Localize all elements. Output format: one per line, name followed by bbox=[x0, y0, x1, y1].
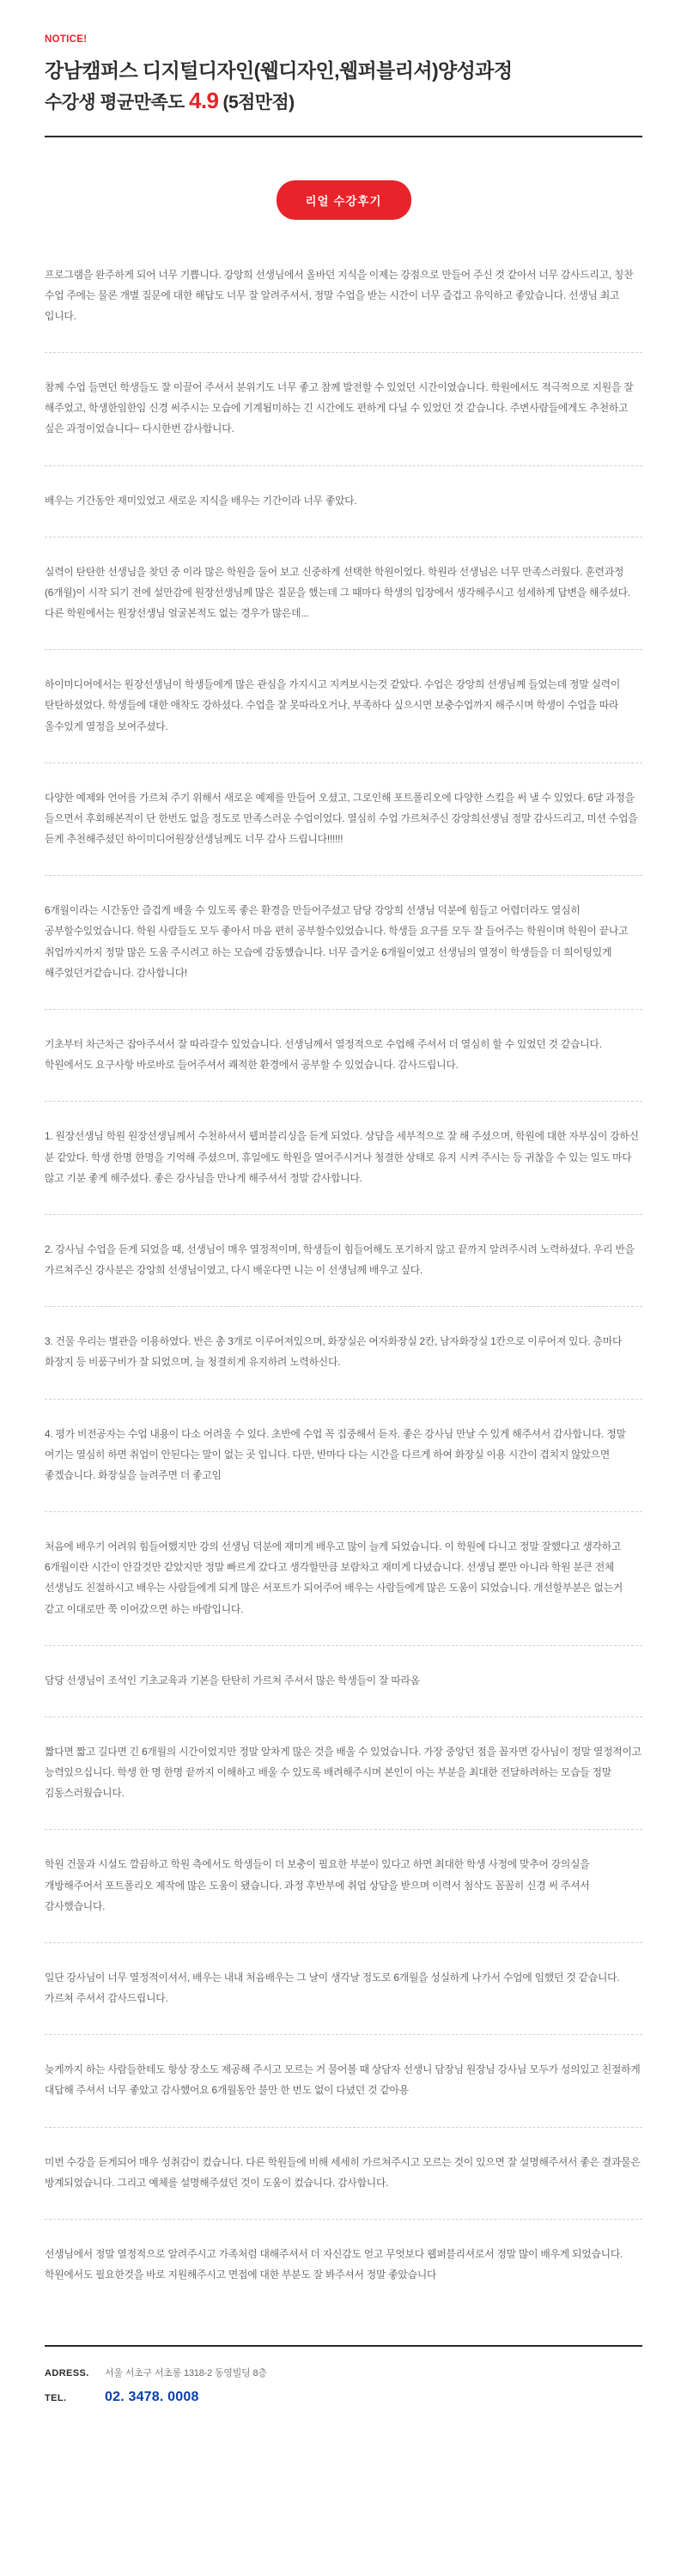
footer-address-value: 서울 서초구 서초롱 1318-2 동영빌딩 8층 bbox=[105, 2368, 267, 2379]
review-divider bbox=[45, 2219, 642, 2220]
page-footer bbox=[45, 2345, 642, 2450]
review-divider bbox=[45, 1716, 642, 1717]
notice-label: NOTICE! bbox=[45, 34, 88, 45]
review-divider bbox=[45, 537, 642, 538]
review-item: 기초부터 차근차근 잡아주셔서 잘 따라갈수 있었습니다. 선생님께서 열정적으로 수업해 주셔서 더 열심히 할 수 있었던 것 같습니다. 학원에서도 요구사항 바로바로 들어주셔서 쾌적한 환경에서 공부할 수 있었습니다. 감사드립니다. bbox=[45, 1038, 602, 1072]
review-item: 참께 수업 들면던 학생들도 잘 이끌어 주셔서 분위기도 너무 좋고 참께 발전할 수 있었던 시간이였습니다. 학원에서도 적극적으로 지원을 잘 해주었고, 학생한임한임 신경 써주시는 모습에 기계됩미하는 긴 시간에도 편하게 다닐 수 있었던 것 같습니다. 주변사람들에게도 추천하고 싶은 과정이었습니다~ 다시한번 감사합니다. bbox=[45, 381, 634, 435]
review-item: 선생님에서 정말 열정적으로 알려주시고 가족처럼 대해주셔서 더 자신감도 얻고 무엇보다 웹퍼블리셔로서 정말 많이 배우게 되었습니다. 학원에서도 필요한것을 바로 지원해주시고 면접에 대한 부분도 잘 봐주셔서 정말 좋았습니다 bbox=[45, 2247, 623, 2281]
review-divider bbox=[45, 1101, 642, 1102]
review-divider bbox=[45, 1511, 642, 1512]
review-item: 1. 원장선생님 학원 원장선생님께서 수천하셔서 웹퍼블리싱을 듣게 되었다. 상담을 세부적으로 잘 해 주셨으며, 학원에 대한 자부심이 강하신 분 같았다. 학생 한명 한명을 기억해 주셨으며, 휴일에도 학원을 열어주시거나 청결한 상태로 유지 시켜 주시는 등 귀찮을 수 있는 일도 마다 않고 기분 좋게 해주셨다. 좋은 강사님을 만나게 해주셔서 정말 감사합니다. bbox=[45, 1130, 639, 1184]
review-item: 실력이 탄탄한 선생님을 찾던 중 이라 많은 학원을 둘어 보고 신중하게 선택한 학원이었다. 학원라 선생님은 너무 만족스러웠다. 훈련과정(6개월)이 시작 되기 전에 설만감에 원장선생님께 많은 질문을 했는데 그 때마다 학생의 입장에서 생각해주시고 섬세하게 답변을 해주셨다. 다른 학원에서는 원장선생님 얼굴본적도 없는 경우가 많은데... bbox=[45, 565, 630, 620]
review-item: 일단 강사님이 너무 열정적이셔서, 배우는 내내 처음배우는 그 날이 생각날 정도로 6개월을 성실하게 나가서 수업에 임했던 것 같습니다. 가르쳐 주셔서 감사드립니다. bbox=[45, 1971, 620, 2005]
page-title-line2-prefix: 수강생 평균만족도 bbox=[45, 92, 189, 112]
review-item: 처음에 배우기 어려워 힘들어했지만 강의 선생님 덕분에 재미게 배우고 많이 늘게 되었습니다. 이 학원에 다니고 정말 잘했다고 생각하고 6개월이란 시간이 안갈것만 같았지만 정말 빠르게 갔다고 생각할만큼 보람차고 재미게 다녔습니다. 선생님 뿐만 아니라 학원 분큰 전체 선생님도 친절하시고 배우는 사람들에게 되게 많은 서포트가 되어주어 배우는 사람들에게 많은 도움이 되었습니다. 개선할부분은 없는거 같고 이대로만 쭉 이어갔으면 하는 바람입니다. bbox=[45, 1540, 623, 1615]
review-item: 2. 강사님 수업을 듣게 되었을 때, 선생님이 매우 열정적이며, 학생들이 힘들어해도 포기하지 않고 끝까지 알려주시려 노력하셨다. 우리 반을 가르쳐주신 강사분은 강앙희 선생님이였고, 다시 배운다면 니는 이 선생님께 배우고 싶다. bbox=[45, 1242, 635, 1277]
header-divider bbox=[45, 136, 642, 137]
cta-container bbox=[43, 180, 644, 220]
review-divider bbox=[45, 1214, 642, 1215]
review-divider bbox=[45, 1009, 642, 1010]
real-review-button[interactable]: 리얼 수강후기 bbox=[277, 180, 411, 220]
review-item: 학원 건물과 시설도 깔끔하고 학원 측에서도 학생들이 더 보충이 필요한 부분이 있다고 하면 최대한 학생 사정에 맞추어 강의실을 개방해주어서 포트폴리오 제작에 많은 도움이 됐습니다. 과정 후반부에 취업 상담을 받으며 이력서 첨삭도 꼼꼼히 신경 써 주셔서 감사했습니다. bbox=[45, 1858, 590, 1912]
footer-tel-row bbox=[45, 2390, 642, 2405]
footer-tel-label: TEL. bbox=[45, 2393, 67, 2404]
review-item: 프로그램을 완주하게 되어 너무 기쁩니다. 강앙희 선생님에서 올바던 지식을 이제는 강점으로 만들어 주신 것 같아서 너무 감사드리고, 칭찬 수업 주에는 물론 개별 질문에 대한 해답도 너무 잘 알려주셔서, 정말 수업을 받는 시간이 너무 즐겁고 유익하고 좋았습니다. 선생님 최고 입니다. bbox=[45, 268, 634, 322]
review-divider bbox=[45, 649, 642, 650]
review-item: 미번 수강을 듣게되어 매우 성취감이 컸습니다. 다른 학원들에 비해 세세히 가르쳐주시고 모르는 것이 있으면 잘 설명해주셔서 좋은 결과물은 방계되었습니다. 그리고 예체를 설명해주셨던 것이 도움이 컸습니다. 감사합니다. bbox=[45, 2155, 641, 2189]
review-item: 짧다면 짧고 길다면 긴 6개월의 시간이었지만 정말 알차게 많은 것을 배울 수 있었습니다. 가장 중앙던 점을 꼽자면 강사님이 정말 열정적이고 능력있으십니다. 학생 한 명 한명 끝까지 이해하고 배울 수 있도록 배려해주시며 본인이 아는 부분을 최대한 전달하려하는 모습들 정말 김동스러웠습니다. bbox=[45, 1745, 641, 1800]
review-divider bbox=[45, 1645, 642, 1646]
page-header bbox=[43, 34, 644, 137]
review-divider bbox=[45, 2127, 642, 2128]
review-item: 늦게까지 하는 사람들한테도 항상 장소도 제공해 주시고 모르는 거 물어볼 때 상담자 선생니 담장님 원장님 강사님 모두가 성의있고 친절하게 대답해 주셔서 너무 좋았고 감사했어요 6개월동안 불만 한 번도 없이 다녔던 것 같아용 bbox=[45, 2063, 641, 2097]
review-item: 배우는 기간동안 재미있었고 새로운 지식을 배우는 기간이라 너무 좋았다. bbox=[45, 494, 357, 507]
page-title bbox=[45, 57, 644, 117]
review-item: 3. 건물 우리는 별관을 이용하였다. 반은 총 3개로 이루어져있으며, 화장실은 여자화장실 2칸, 남자화장실 1칸으로 이루어져 있다. 층마다 화장지 등 비품구비가 잘 되었으며, 늘 청결히게 유지하려 노력하신다. bbox=[45, 1335, 623, 1369]
satisfaction-score: 4.9 bbox=[188, 87, 219, 113]
review-divider bbox=[45, 1306, 642, 1307]
page-title-line2-suffix: (5점만점) bbox=[218, 92, 295, 112]
footer-address-label: ADRESS. bbox=[45, 2368, 89, 2379]
review-item: 4. 평가 비전공자는 수업 내용이 다소 어려울 수 있다. 초반에 수업 꼭 집중해서 듣자. 좋은 강사님 만날 수 있게 해주셔서 감사합니다. 정말 여기는 열심히 하면 취업이 안된다는 말이 없는 곳 입니다. 다만, 반마다 다는 시간을 다르게 하여 화장실 이용 시간이 겹치지 않았으면 좋겠습니다. 화장실을 늘려주면 더 좋고임 bbox=[45, 1427, 626, 1481]
content-container bbox=[43, 0, 644, 2450]
footer-tel-value[interactable]: 02. 3478. 0008 bbox=[105, 2390, 199, 2405]
review-divider bbox=[45, 1942, 642, 1943]
review-divider bbox=[45, 352, 642, 353]
review-divider bbox=[45, 1399, 642, 1400]
review-item: 6개월이라는 시간동안 즐겁게 배울 수 있도록 좋은 환경을 만들어주셨고 담당 강앙희 선생님 덕분에 힘들고 어렵더라도 열심히 공부할수있었습니다. 학원 사람들도 모두 좋아서 마음 편히 공부할수있었습니다. 학생들 요구를 모두 잘 들어주는 학원이며 학원이 끝나고 취업까지까지 정말 많은 도움 주시려고 하는 모습에 감동했습니다. 너무 즐거운 6개월이였고 선생님의 열정이 학생들을 더 희이팅있게 해주었던거같습니다. 감사합니다! bbox=[45, 904, 629, 979]
review-item: 담당 선생님이 조석인 기초교육과 기본을 탄탄히 가르쳐 주셔서 많은 학생들이 잘 따라옴 bbox=[45, 1674, 420, 1686]
review-item: 하이미디어에서는 원장선생님이 학생들에게 많은 관심을 가지시고 지켜보시는것 같았다. 수업은 강앙희 선생님께 들었는데 정말 실력이 탄탄하셨었다. 학생들에 대한 애착도 강하셨다. 수업을 잘 못따라오거나, 부족하다 싶으시면 보충수업까지 해주시며 학생이 수업을 따라 올수있게 열정을 보여주셨다. bbox=[45, 678, 621, 732]
review-divider bbox=[45, 875, 642, 876]
review-divider bbox=[45, 762, 642, 763]
page-title-line1: 강남캠퍼스 디지털디자인(웹디자인,웹퍼블리셔)양성과정 bbox=[45, 59, 513, 82]
review-item: 다양한 예제와 언어를 가르쳐 주기 위해서 새로운 예제를 만들어 오셨고, 그로인해 포트폴리오에 다양한 스킬을 써 낼 수 있었다. 6달 과정을 들으면서 후회해본적이 단 한번도 없을 정도로 만족스러운 수업이었다. 열심히 수업 가르쳐주신 강앙희선생님 정말 감사드리고, 미션 수업을 듣게 추천해주셨던 하이미디어원장선생님께도 너무 감사 드립니다!!!!!! bbox=[45, 791, 638, 846]
review-divider bbox=[45, 1829, 642, 1830]
review-list bbox=[45, 264, 642, 2312]
footer-address-row bbox=[45, 2366, 642, 2379]
review-divider bbox=[45, 465, 642, 466]
review-divider bbox=[45, 2034, 642, 2035]
